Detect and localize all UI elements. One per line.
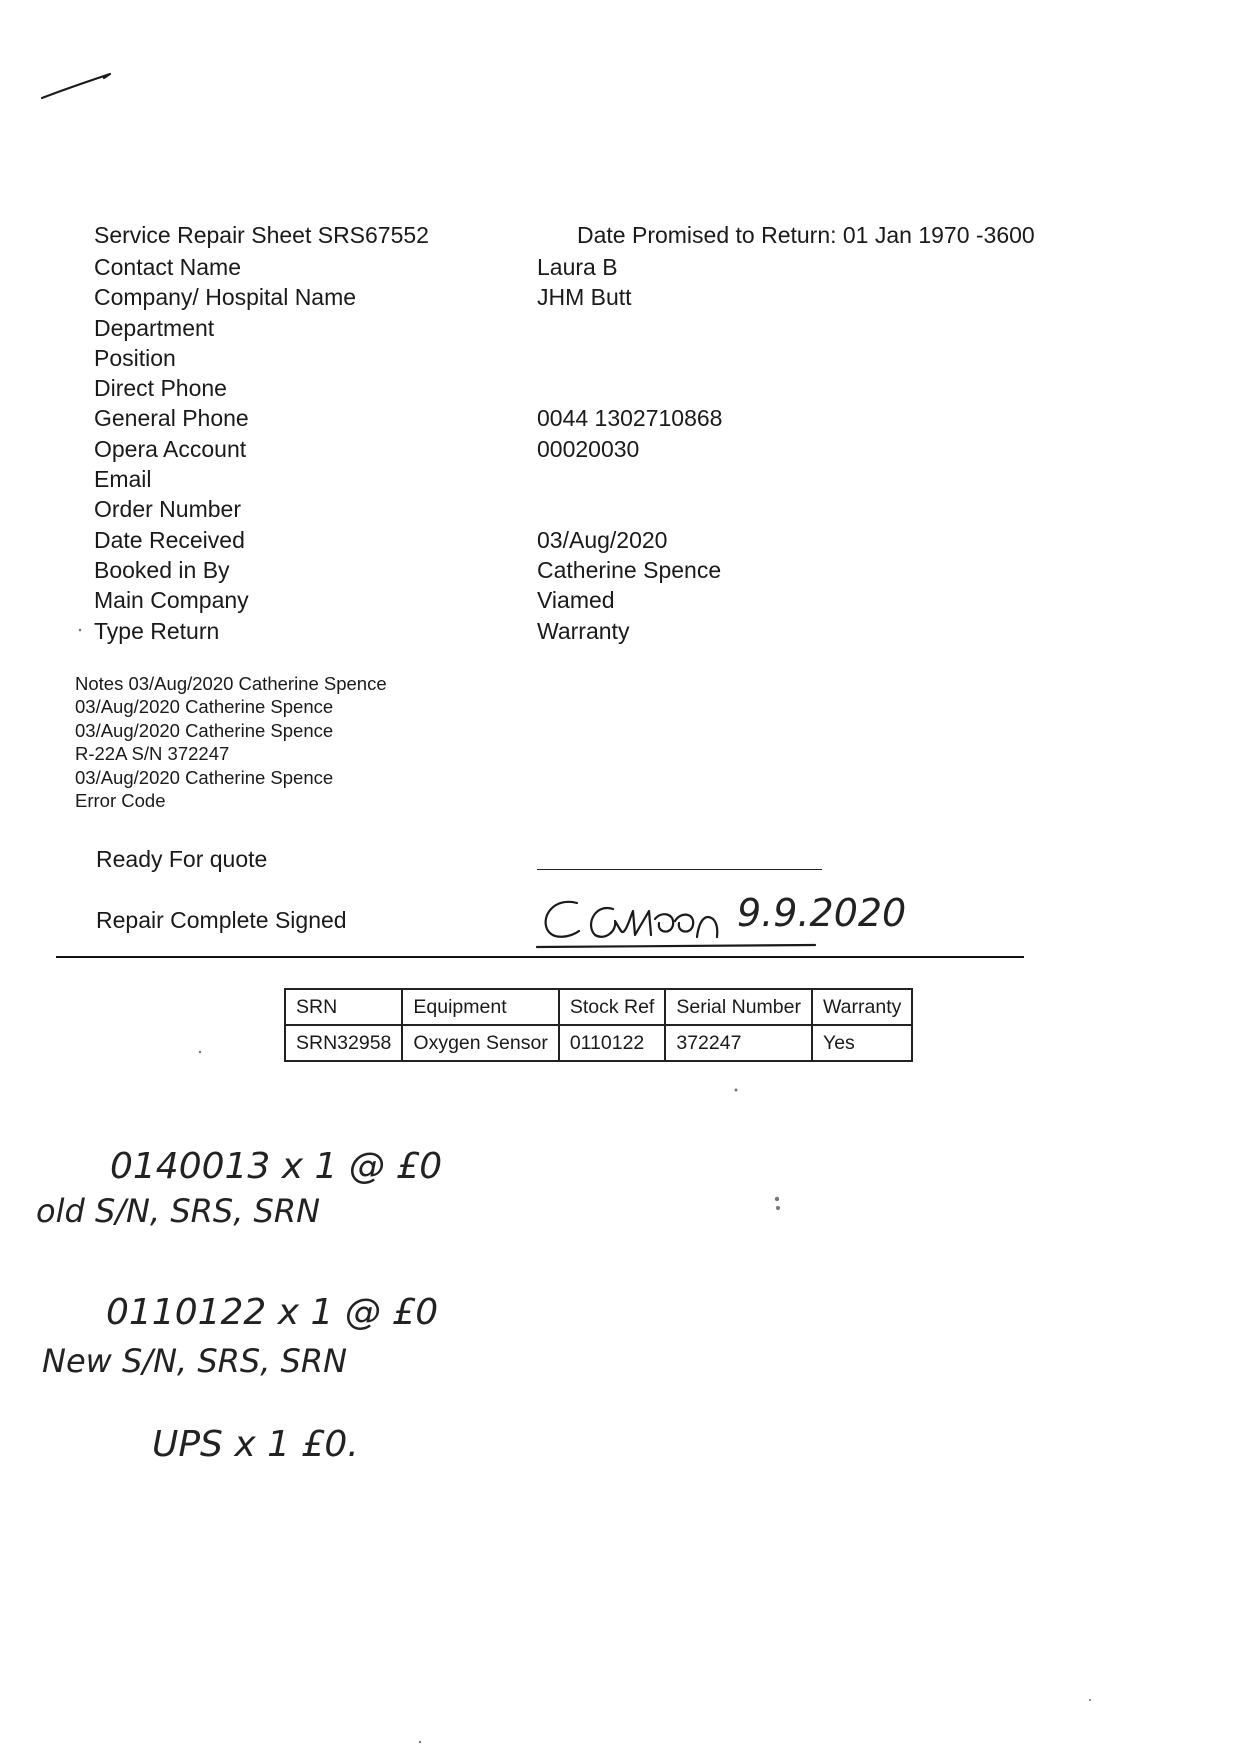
repair-date-text: 9.9.2020 xyxy=(737,891,907,935)
column-header: SRN xyxy=(285,989,402,1025)
note-line: R-22A S/N 372247 xyxy=(75,743,230,765)
column-header: Serial Number xyxy=(665,989,812,1025)
field-label: Main Company xyxy=(94,587,249,614)
field-label: Date Received xyxy=(94,526,245,553)
table-cell: 372247 xyxy=(665,1025,812,1061)
field-label: Opera Account xyxy=(94,435,247,462)
handwritten-line-3: 0110122 x 1 @ £0 xyxy=(106,1292,439,1333)
field-value: 00020030 xyxy=(537,435,640,462)
field-label: Email xyxy=(94,466,152,493)
ready-for-quote-label: Ready For quote xyxy=(96,846,268,872)
field-label: Booked in By xyxy=(94,556,230,583)
field-value: 03/Aug/2020 xyxy=(537,526,668,553)
field-value: Viamed xyxy=(537,587,615,614)
field-label: Contact Name xyxy=(94,254,242,280)
column-header: Warranty xyxy=(812,989,912,1025)
field-label: Direct Phone xyxy=(94,375,227,402)
table-cell: Oxygen Sensor xyxy=(402,1025,558,1061)
note-line: 03/Aug/2020 Catherine Spence xyxy=(75,696,334,718)
note-line: 03/Aug/2020 Catherine Spence xyxy=(75,719,334,741)
repair-complete-label: Repair Complete Signed xyxy=(96,907,347,933)
field-label: Department xyxy=(94,314,215,341)
field-label: Type Return xyxy=(94,617,220,644)
note-line: Notes 03/Aug/2020 Catherine Spence xyxy=(75,673,387,694)
handwritten-line-2: old S/N, SRS, SRN xyxy=(36,1192,321,1230)
note-line: 03/Aug/2020 Catherine Spence xyxy=(75,766,334,788)
table-cell: 0110122 xyxy=(559,1025,666,1061)
column-header: Equipment xyxy=(402,989,558,1025)
date-promised: Date Promised to Return: 01 Jan 1970 -3600 xyxy=(577,222,1035,248)
field-value: 0044 1302710868 xyxy=(537,405,723,432)
handwritten-line-4: New S/N, SRS, SRN xyxy=(42,1342,348,1380)
table-cell: SRN32958 xyxy=(285,1025,402,1061)
field-label: Position xyxy=(94,344,176,371)
field-value: Warranty xyxy=(537,617,630,644)
field-value: JHM Butt xyxy=(537,284,632,311)
handwritten-line-1: 0140013 x 1 @ £0 xyxy=(110,1146,443,1187)
field-value: Laura B xyxy=(537,254,618,280)
field-value: Catherine Spence xyxy=(537,556,722,583)
field-label: Order Number xyxy=(94,496,241,523)
field-label: General Phone xyxy=(94,405,249,432)
sheet-title: Service Repair Sheet SRS67552 xyxy=(94,222,429,248)
note-line: Error Code xyxy=(75,790,166,812)
field-label: Company/ Hospital Name xyxy=(94,284,357,311)
table-cell: Yes xyxy=(812,1025,912,1061)
column-header: Stock Ref xyxy=(559,989,666,1025)
handwritten-line-5: UPS x 1 £0. xyxy=(152,1424,359,1465)
